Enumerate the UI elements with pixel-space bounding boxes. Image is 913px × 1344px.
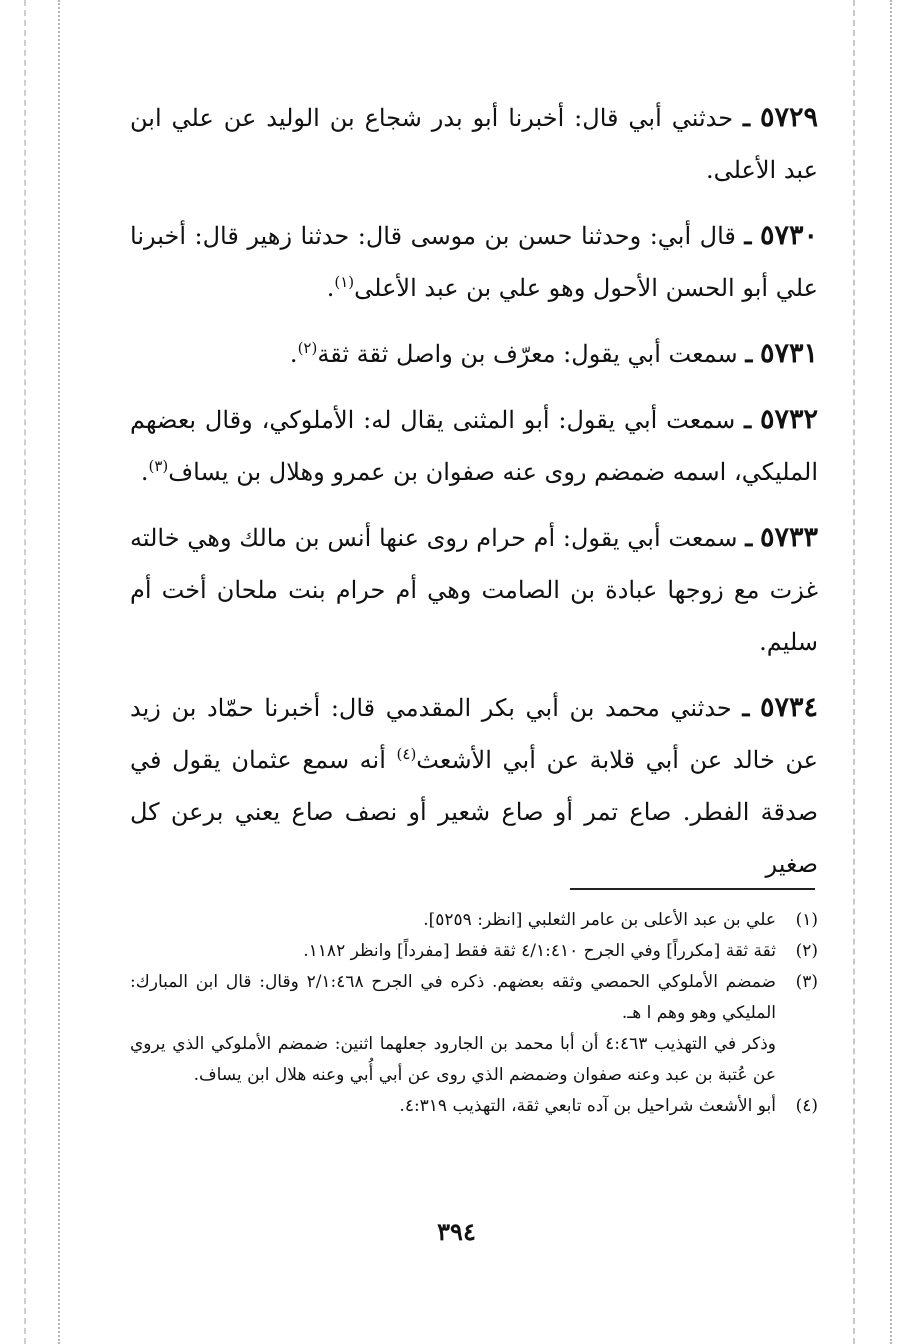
scan-edge-left-outer: [24, 0, 26, 1344]
footnote-4: [130, 1091, 818, 1122]
entry-5730: [130, 210, 818, 314]
entry-dash: ـ: [745, 523, 753, 552]
footnote-2: [130, 936, 818, 967]
footnote-text: أبو الأشعث شراحيل بن آده تابعي ثقة، التهذيب ٤:٣١٩.: [399, 1096, 776, 1116]
entry-5731: [130, 328, 818, 380]
entry-text: حدثني محمد بن أبي بكر المقدمي قال: أخبرنا حمّاد بن زيد عن خالد عن أبي قلابة عن أبي الأشعث: [130, 694, 819, 774]
entry-5729: [130, 92, 818, 196]
scan-edge-right-outer: [890, 0, 892, 1344]
footnote-text: ضمضم الأملوكي الحمصي وثقه بعضهم. ذكره في الجرح ٢/١:٤٦٨ وقال: قال ابن المبارك: المليكي وهو وهم ا هـ.: [130, 972, 776, 1023]
entry-text: سمعت أبي يقول: أبو المثنى يقال له: الأملوكي، وقال بعضهم المليكي، اسمه ضمضم روى عنه صفوان بن عمرو وهلال بن يساف: [130, 406, 818, 486]
scan-edge-right: [853, 0, 855, 1344]
entry-number: ٥٧٣٢: [759, 404, 818, 435]
footnote-mark: (٢): [795, 941, 818, 961]
entry-text-after: .: [140, 458, 149, 486]
entry-5733: [130, 512, 818, 668]
footnote-mark: (٣): [795, 972, 818, 992]
footnote-1: [130, 905, 818, 936]
footnote-ref[interactable]: (٤): [396, 745, 417, 763]
entry-dash: ـ: [742, 693, 750, 722]
entry-5732: [130, 394, 818, 498]
footnote-ref[interactable]: (١): [334, 273, 355, 291]
entry-number: ٥٧٣٣: [759, 522, 818, 553]
footnote-3: [130, 967, 818, 1029]
entry-dash: ـ: [743, 103, 751, 132]
footnote-text: علي بن عبد الأعلى بن عامر الثعلبي [انظر: ٥٢٥٩].: [423, 910, 776, 930]
scan-edge-left: [58, 0, 60, 1344]
entry-text: حدثني أبي قال: أخبرنا أبو بدر شجاع بن الوليد عن علي ابن عبد الأعلى.: [130, 104, 818, 184]
entry-dash: ـ: [745, 339, 753, 368]
footnote-3-continuation: [130, 1029, 818, 1091]
entry-number: ٥٧٣٤: [759, 692, 818, 723]
entry-number: ٥٧٢٩: [759, 102, 818, 133]
entry-text-after: .: [289, 340, 298, 368]
footnote-mark: (٤): [795, 1096, 818, 1116]
entry-text: سمعت أبي يقول: معرّف بن واصل ثقة ثقة: [317, 340, 738, 368]
footnote-ref[interactable]: (٢): [297, 339, 318, 357]
entry-dash: ـ: [744, 221, 752, 250]
entry-text-after: .: [326, 274, 335, 302]
entry-dash: ـ: [744, 405, 752, 434]
footnote-text: ثقة ثقة [مكرراً] وفي الجرح ٤/١:٤١٠ ثقة فقط [مفرداً] وانظر ١١٨٢.: [303, 941, 776, 961]
entry-text: سمعت أبي يقول: أم حرام روى عنها أنس بن مالك وهي خالته غزت مع زوجها عبادة بن الصامت وهي أم حرام بنت ملحان أخت أم سليم.: [130, 524, 818, 656]
entry-5734: [130, 682, 818, 890]
footnotes: [130, 905, 818, 1122]
entry-number: ٥٧٣٠: [759, 220, 818, 251]
entry-number: ٥٧٣١: [759, 338, 818, 369]
entry-text: قال أبي: وحدثنا حسن بن موسى قال: حدثنا زهير قال: أخبرنا علي أبو الحسن الأحول وهو علي بن عبد الأعلى: [130, 222, 818, 302]
page-number: ٣٩٤: [437, 1217, 476, 1246]
main-text: [130, 92, 818, 904]
footnote-text: وذكر في التهذيب ٤:٤٦٣ أن أبا محمد بن الجارود جعلهما اثنين: ضمضم الأملوكي الذي يروي عن عُتبة بن عبد وعنه صفوان وضمضم الذي روى عن أبي أُبي وعنه هلال ابن يساف.: [130, 1034, 776, 1085]
footnote-mark: (١): [795, 910, 818, 930]
footnote-ref[interactable]: (٣): [148, 457, 169, 475]
entry-text-after: أنه سمع عثمان يقول في صدقة الفطر. صاع تمر أو صاع شعير أو نصف صاع يعني برعن كل صغير: [130, 746, 818, 878]
footnote-divider: [570, 888, 815, 890]
